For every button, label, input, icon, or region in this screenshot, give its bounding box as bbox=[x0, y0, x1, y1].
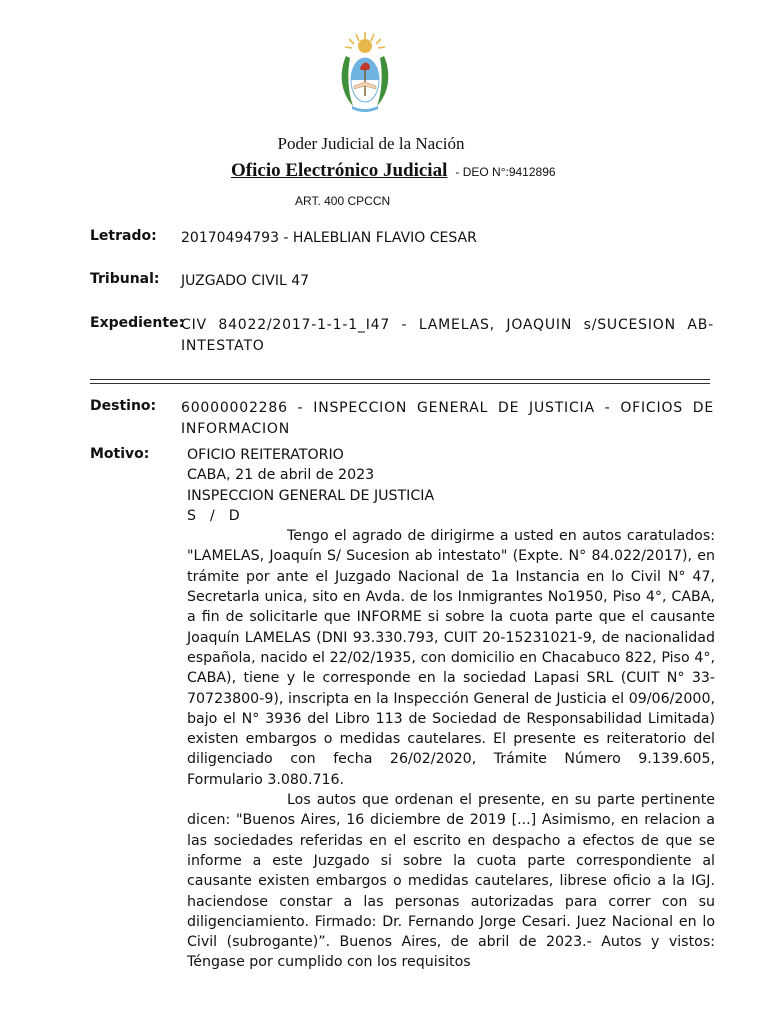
tribunal-value: JUZGADO CIVIL 47 bbox=[181, 273, 310, 289]
motivo-recipient: INSPECCION GENERAL DE JUSTICIA bbox=[187, 487, 435, 504]
deo-label: - DEO N°: bbox=[455, 165, 509, 179]
deo-value: 9412896 bbox=[508, 165, 556, 179]
oficio-header bbox=[231, 160, 556, 182]
motivo-label: Motivo: bbox=[90, 446, 150, 462]
letrado-label: Letrado: bbox=[90, 228, 157, 244]
coat-of-arms-emblem bbox=[336, 30, 394, 116]
letrado-value: 20170494793 - HALEBLIAN FLAVIO CESAR bbox=[181, 230, 477, 246]
article-reference: ART. 400 CPCCN bbox=[295, 194, 391, 208]
motivo-body bbox=[187, 445, 715, 973]
sun bbox=[358, 39, 372, 53]
motivo-paragraph-2: Los autos que ordenan el presente, en su parte pertinente dicen: "Buenos Aires, 16 diciembre de 2019 [...] Asimismo, en relacion a las sociedades referidas en el escrito en despacho a efectos de que se informe a este Juzgado si sobre la cuota parte correspondiente al causante existen embargos o medidas cautelares, librese oficio a la IGJ. haciendose constar a las personas autorizadas para correr con su diligenciamiento. Firmado: Dr. Fernando Jorge Cesari. Juez Nacional en lo Civil (subrogante)”. Buenos Aires, de abril de 2023.- Autos y vistos: Téngase por cumplido con los requisitos bbox=[187, 792, 715, 971]
court-name: Poder Judicial de la Nación bbox=[277, 134, 465, 153]
sd-slash: / bbox=[210, 507, 215, 524]
destino-value: 60000002286 - INSPECCION GENERAL DE JUSTICIA - OFICIOS DE INFORMACION bbox=[181, 400, 714, 437]
destino-label: Destino: bbox=[90, 398, 157, 414]
sd-d: D bbox=[228, 507, 240, 524]
motivo-sd bbox=[187, 506, 715, 526]
motivo-paragraph-1: Tengo el agrado de dirigirme a usted en autos caratulados: "LAMELAS, Joaquín S/ Sucesion ab intestato" (Expte. N° 84.022/2017), en trámite por ante el Juzgado Nacional de 1a Instancia en lo Civil N° 47, Secretarla unica, sito en Avda. de los Inmigrantes No1950, Piso 4°, CABA, a fin de solicitarle que INFORME si sobre la cuota parte que el causante Joaquín LAMELAS (DNI 93.330.793, CUIT 20-15231021-9, de nacionalidad española, nacido el 22/02/1935, con domicilio en Chacabuco 822, Piso 4°, CABA), tiene y le corresponde en la sociedad Lapasi SRL (CUIT N° 33-70723800-9), inscripta en la Inspección General de Justicia el 09/06/2000, bajo el N° 3936 del Libro 113 de Sociedad de Responsabilidad Limitada) existen embargos o medidas cautelares. El presente es reiteratorio del diligenciado con fecha 26/02/2020, Trámite Número 9.139.605, Formulario 3.080.716. bbox=[187, 528, 715, 788]
motivo-date: CABA, 21 de abril de 2023 bbox=[187, 467, 375, 484]
ribbon bbox=[352, 106, 378, 112]
sd-s: S bbox=[187, 507, 197, 524]
divider-bottom bbox=[90, 383, 710, 384]
expediente-label: Expediente: bbox=[90, 315, 185, 331]
oficio-title: Oficio Electrónico Judicial bbox=[231, 160, 448, 181]
expediente-value: CIV 84022/2017-1-1-1_I47 - LAMELAS, JOAQUIN s/SUCESION AB-INTESTATO bbox=[181, 317, 714, 354]
tribunal-label: Tribunal: bbox=[90, 271, 160, 287]
divider-top bbox=[90, 379, 710, 380]
deo-number bbox=[455, 165, 555, 179]
motivo-title: OFICIO REITERATORIO bbox=[187, 447, 344, 463]
